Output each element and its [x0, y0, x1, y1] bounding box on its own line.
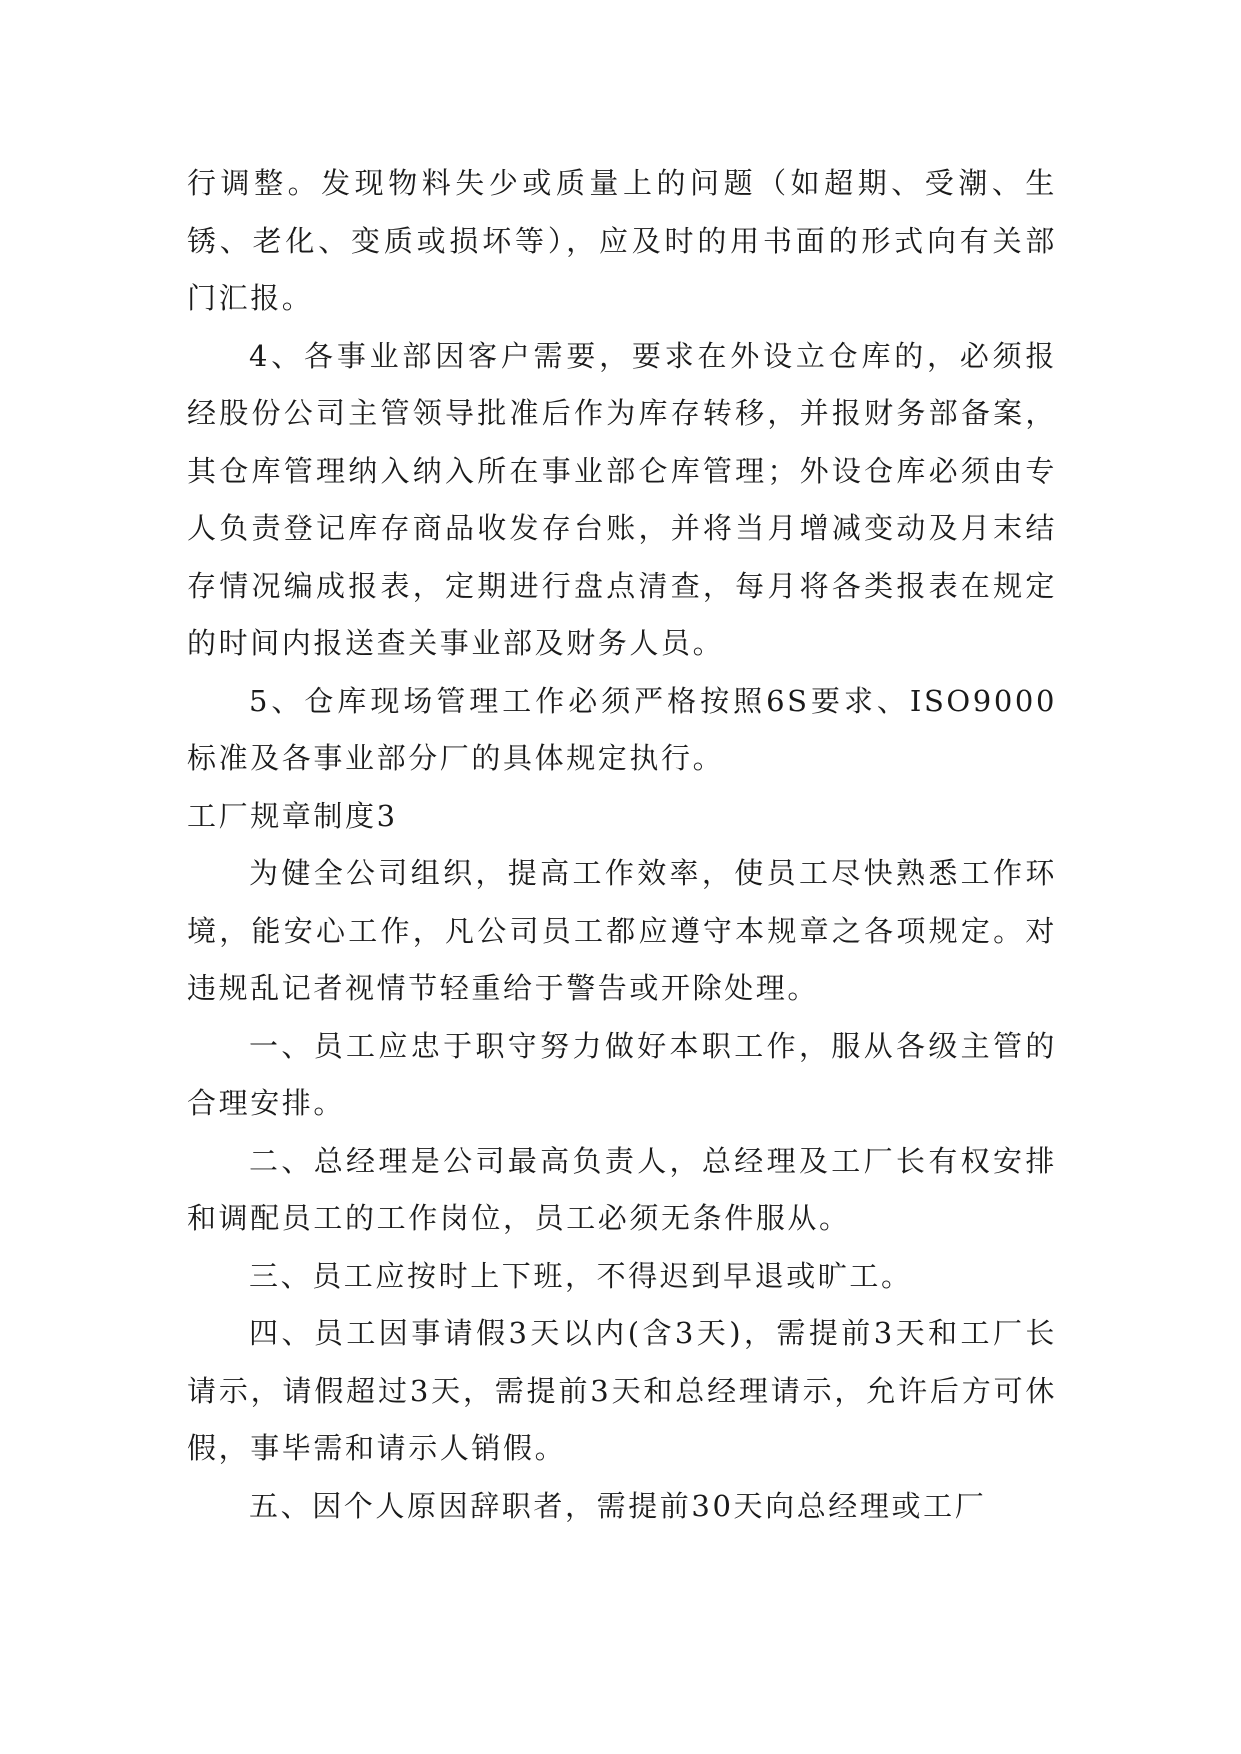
paragraph-continuation: 行调整。发现物料失少或质量上的问题（如超期、受潮、生锈、老化、变质或损坏等），应及时的用书面的形式向有关部门汇报。 — [187, 166, 1057, 315]
paragraph-item-5: 5、仓库现场管理工作必须严格按照6S要求、ISO9000标准及各事业部分厂的具体规定执行。 — [187, 683, 1057, 775]
paragraph-rule-3: 三、员工应按时上下班，不得迟到早退或旷工。 — [249, 1258, 913, 1293]
paragraph-intro: 为健全公司组织，提高工作效率，使员工尽快熟悉工作环境，能安心工作，凡公司员工都应遵守本规章之各项规定。对违规乱记者视情节轻重给于警告或开除处理。 — [187, 856, 1057, 1005]
section-heading: 工厂规章制度3 — [187, 798, 398, 833]
document-body — [187, 155, 1057, 1535]
paragraph-rule-5: 五、因个人原因辞职者，需提前30天向总经理或工厂 — [249, 1488, 987, 1523]
paragraph-item-4: 4、各事业部因客户需要，要求在外设立仓库的，必须报经股份公司主管领导批准后作为库存转移，并报财务部备案，其仓库管理纳入纳入所在事业部仑库管理；外设仓库必须由专人负责登记库存商品收发存台账，并将当月增减变动及月末结存情况编成报表，定期进行盘点清查，每月将各类报表在规定的时间内报送查关事业部及财务人员。 — [187, 338, 1057, 660]
paragraph-rule-2: 二、总经理是公司最高负责人，总经理及工厂长有权安排和调配员工的工作岗位，员工必须无条件服从。 — [187, 1143, 1057, 1235]
paragraph-rule-4: 四、员工因事请假3天以内(含3天)，需提前3天和工厂长请示，请假超过3天，需提前3天和总经理请示，允许后方可休假，事毕需和请示人销假。 — [187, 1316, 1057, 1465]
paragraph-rule-1: 一、员工应忠于职守努力做好本职工作，服从各级主管的合理安排。 — [187, 1028, 1057, 1120]
